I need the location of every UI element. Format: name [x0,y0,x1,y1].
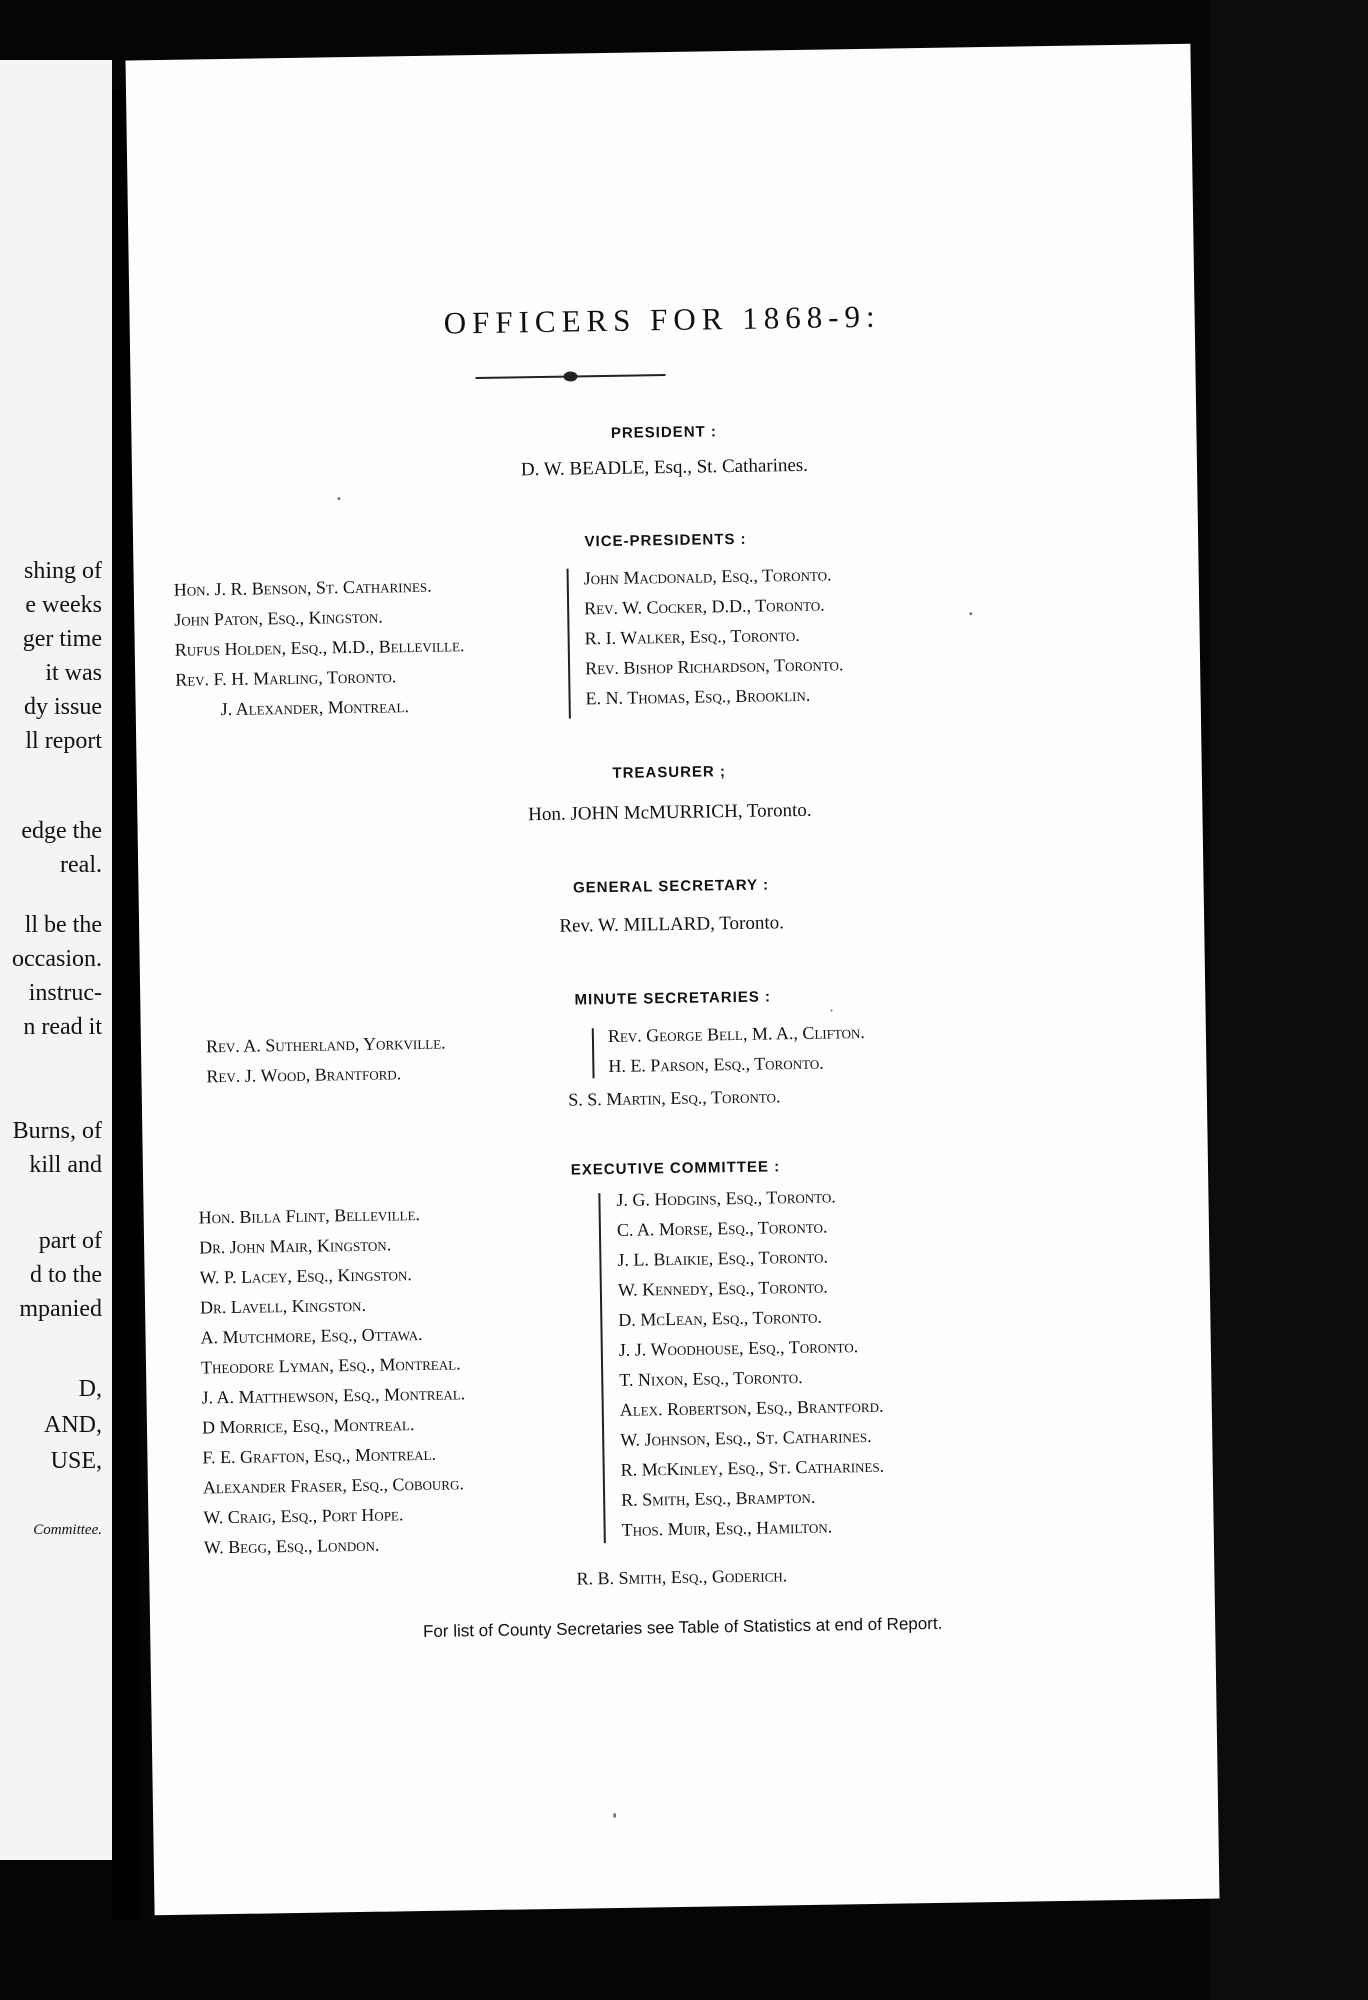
left-text-line: ll be the [24,912,102,938]
left-text-line: AND, [44,1412,102,1438]
committee-member-entry: W. Kennedy, Esq., Toronto. [617,1276,828,1300]
vice-president-entry: R. I. Walker, Esq., Toronto. [584,624,800,649]
vice-president-entry: Rev. W. Cocker, D.D., Toronto. [584,594,825,619]
committee-member-entry: C. A. Morse, Esq., Toronto. [616,1216,828,1240]
committee-member-entry: Alex. Robertson, Esq., Brantford. [619,1395,884,1420]
left-text-line: dy issue [24,694,102,720]
left-text-line: Burns, of [12,1118,102,1144]
minute-secretaries-left-column [206,1028,447,1092]
committee-member-entry: Hon. Billa Flint, Belleville. [198,1203,421,1228]
left-text-line: ll report [25,728,102,754]
vice-president-entry: J. Alexander, Montreal. [220,696,410,720]
general-secretary-name: Rev. W. MILLARD, Toronto. [559,912,785,937]
document-page [125,44,1219,1915]
committee-member-entry: W. Johnson, Esq., St. Catharines. [620,1425,872,1450]
left-text-line: kill and [29,1152,102,1178]
minute-secretary-entry: Rev. A. Sutherland, Yorkville. [205,1032,446,1057]
committee-member-entry: T. Nixon, Esq., Toronto. [619,1367,803,1390]
vice-president-entry: John Paton, Esq., Kingston. [174,606,383,630]
ornament-rule [475,370,665,383]
left-text-line: d to the [30,1262,102,1288]
minute-secretary-entry: H. E. Parson, Esq., Toronto. [608,1052,824,1077]
minute-secretary-entry: Rev. J. Wood, Brantford. [206,1063,402,1087]
treasurer-title: TREASURER ; [612,763,727,782]
minute-secretary-extra: S. S. Martin, Esq., Toronto. [568,1086,781,1110]
committee-member-entry: R. McKinley, Esq., St. Catharines. [620,1455,885,1480]
committee-member-entry: Thos. Muir, Esq., Hamilton. [621,1516,833,1540]
page-edge-shadow [1210,0,1368,2000]
treasurer-name: Hon. JOHN McMURRICH, Toronto. [528,799,812,826]
committee-member-entry: J. J. Woodhouse, Esq., Toronto. [618,1336,859,1360]
committee-member-entry: J. G. Hodgins, Esq., Toronto. [616,1186,836,1210]
committee-member-entry: R. Smith, Esq., Brampton. [621,1486,816,1510]
left-text-line: shing of [24,558,102,584]
left-text-line: it was [45,660,102,686]
column-divider [567,569,571,719]
print-speck [613,1813,616,1818]
vice-president-entry: E. N. Thomas, Esq., Brooklin. [585,684,811,709]
committee-member-entry: Alexander Fraser, Esq., Cobourg. [202,1473,465,1498]
president-title: PRESIDENT : [610,423,718,442]
vice-presidents-left-column [174,570,466,725]
committee-member-entry: W. Begg, Esq., London. [203,1534,380,1558]
minute-secretary-entry: Rev. George Bell, M. A., Clifton. [607,1021,866,1047]
left-text-line: mpanied [19,1296,102,1322]
committee-member-entry: D Morrice, Esq., Montreal. [201,1414,415,1438]
minute-secretaries-right-column [608,1017,866,1081]
president-name: D. W. BEADLE, Esq., St. Catharines. [520,454,809,481]
vice-president-entry: Rev. F. H. Marling, Toronto. [175,666,397,690]
print-speck [830,1009,832,1011]
vice-president-entry: Rufus Holden, Esq., M.D., Belleville. [174,635,465,660]
vice-president-entry: Hon. J. R. Benson, St. Catharines. [173,575,432,600]
footnote: For list of County Secretaries see Table of Statistics at end of Report. [422,1613,943,1641]
print-speck [969,612,972,615]
column-divider [598,1193,605,1543]
left-text-line: e weeks [25,592,102,618]
committee-member-entry: J. A. Matthewson, Esq., Montreal. [201,1383,466,1408]
left-text-line: edge the [21,818,102,844]
committee-member-entry: A. Mutchmore, Esq., Ottawa. [200,1323,423,1348]
print-speck [337,497,340,500]
left-text-line: occasion. [12,946,102,972]
page-heading: OFFICERS FOR 1868-9: [443,298,881,341]
left-facing-page [0,60,112,1860]
committee-member-entry: Dr. Lavell, Kingston. [199,1294,367,1318]
committee-member-entry: Dr. John Mair, Kingston. [198,1234,392,1258]
vice-presidents-title: VICE-PRESIDENTS : [584,530,747,551]
committee-member-entry: W. P. Lacey, Esq., Kingston. [199,1264,412,1288]
committee-member-entry: D. McLean, Esq., Toronto. [618,1306,823,1330]
left-text-line: part of [38,1228,102,1254]
left-text-line: instruc- [28,980,102,1006]
committee-member-extra: R. B. Smith, Esq., Goderich. [576,1565,788,1589]
committee-member-entry: Theodore Lyman, Esq., Montreal. [200,1353,461,1378]
left-text-line: n read it [23,1014,102,1040]
left-text-line: Committee. [33,1522,102,1538]
committee-member-entry: W. Craig, Esq., Port Hope. [203,1504,404,1528]
committee-member-entry: J. L. Blaikie, Esq., Toronto. [617,1246,829,1270]
executive-committee-title: EXECUTIVE COMMITTEE : [570,1158,781,1179]
committee-member-entry: F. E. Grafton, Esq., Montreal. [202,1443,437,1468]
minute-secretaries-title: MINUTE SECRETARIES : [574,988,772,1009]
column-divider [592,1028,595,1078]
left-text-line: D, [78,1376,102,1402]
executive-committee-right-column [616,1181,885,1545]
executive-committee-left-column [198,1198,467,1562]
left-text-line: ger time [22,626,102,652]
vice-presidents-right-column [583,559,844,713]
left-text-line: real. [60,852,102,878]
vice-president-entry: John Macdonald, Esq., Toronto. [583,564,832,589]
left-text-line: USE, [50,1448,102,1474]
vice-president-entry: Rev. Bishop Richardson, Toronto. [584,654,844,679]
general-secretary-title: GENERAL SECRETARY : [572,876,770,897]
